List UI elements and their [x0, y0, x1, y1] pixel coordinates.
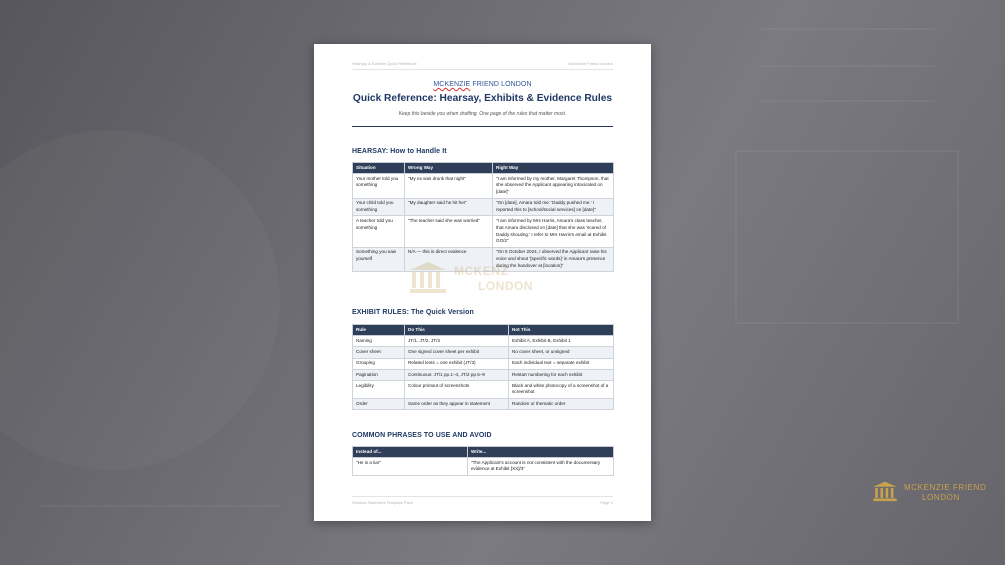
background-shape [735, 150, 959, 324]
table-cell: Exhibit A, Exhibit B, Exhibit 1 [509, 336, 614, 347]
table-cell: Black and white photocopy of a screenshot of a screenshot [509, 381, 614, 399]
table-row [353, 198, 614, 216]
table-cell: Cover sheet [353, 347, 405, 358]
background-line [760, 28, 935, 30]
table-cell: JT/1, JT/2, JT/3 [405, 336, 509, 347]
background-shape [0, 130, 280, 470]
table-cell: Legibility [353, 381, 405, 399]
table-cell: Continuous: JT/1 pp.1–4, JT/2 pp.5–9 [405, 369, 509, 380]
table-row [353, 398, 614, 409]
table-row [353, 381, 614, 399]
table-cell: Pagination [353, 369, 405, 380]
watermark-text: LONDON [478, 279, 533, 293]
table-header-row [353, 163, 614, 174]
table-cell: "On 5 October 2024, I observed the Applicant raise his voice and shout '[specific words]' in Amara's presence during the handover at [location]" [493, 247, 614, 272]
page-header [352, 61, 613, 70]
table-cell: "I am informed by Mrs Harris, Amara's class teacher, that Amara disclosed on [date] that she was 'scared of Daddy shouting.' I refer to Mrs Harris's email at Exhibit GO/2" [493, 216, 614, 247]
hearsay-heading: HEARSAY: How to Handle It [352, 148, 447, 155]
page-number: Page 1 [600, 500, 613, 505]
table-row [353, 347, 614, 358]
table-cell: "He is a liar" [353, 458, 468, 476]
header-right-text: McKenzie Friend London [568, 61, 613, 66]
corner-logo [872, 478, 992, 506]
table-cell: Colour printout of screenshots [405, 381, 509, 399]
table-cell: "My ex was drunk that night" [405, 174, 493, 199]
column-header: Wrong Way [405, 163, 493, 174]
column-header: Rule [353, 325, 405, 336]
corner-logo-text: LONDON [922, 493, 960, 502]
watermark-logo [408, 260, 558, 300]
document-title: Quick Reference: Hearsay, Exhibits & Evidence Rules [352, 93, 613, 104]
exhibits-heading: EXHIBIT RULES: The Quick Version [352, 309, 474, 316]
table-cell: Your mother told you something [353, 174, 405, 199]
phrases-heading: COMMON PHRASES TO USE AND AVOID [352, 432, 492, 439]
courthouse-icon [408, 260, 448, 296]
table-row [353, 358, 614, 369]
brand-name-part2: FRIEND LONDON [470, 81, 532, 88]
header-left-text: Hearsay & Exhibits Quick Reference [352, 61, 417, 66]
watermark-text: MCKENZ [454, 264, 509, 278]
table-cell: Order [353, 398, 405, 409]
column-header: Right Way [493, 163, 614, 174]
table-cell: Restart numbering for each exhibit [509, 369, 614, 380]
courthouse-icon [872, 480, 898, 504]
table-cell: N/A — this is direct evidence [405, 247, 493, 272]
corner-logo-text: MCKENZIE FRIEND [904, 483, 987, 492]
table-cell: Each individual text = separate exhibit [509, 358, 614, 369]
table-cell: Random or thematic order [509, 398, 614, 409]
background-line [40, 505, 280, 507]
hearsay-table [352, 162, 614, 272]
document-subtitle: Keep this beside you when drafting. One page of the rules that matter most. [398, 111, 567, 117]
column-header: Write... [468, 447, 614, 458]
document-page [314, 44, 651, 521]
background-line [760, 100, 935, 102]
table-row [353, 336, 614, 347]
table-cell: Something you saw yourself [353, 247, 405, 272]
table-row [353, 174, 614, 199]
exhibits-table [352, 324, 614, 410]
table-cell: Naming [353, 336, 405, 347]
table-header-row [353, 447, 614, 458]
table-row [353, 216, 614, 247]
column-header: Not This [509, 325, 614, 336]
table-cell: One signed cover sheet per exhibit [405, 347, 509, 358]
table-cell: Your child told you something [353, 198, 405, 216]
table-row [353, 458, 614, 476]
footer-left-text: Witness Statement Template Pack [352, 500, 413, 505]
brand-name-part1: MCKENZIE [433, 81, 471, 88]
column-header: Do This [405, 325, 509, 336]
table-cell: "I am informed by my mother, Margaret Thompson, that she observed the Applicant appearing intoxicated on [date]" [493, 174, 614, 199]
title-divider [352, 126, 613, 127]
column-header: Situation [353, 163, 405, 174]
phrases-table [352, 446, 614, 476]
brand-name [314, 81, 651, 88]
table-row [353, 369, 614, 380]
table-header-row [353, 325, 614, 336]
table-cell: Same order as they appear in statement [405, 398, 509, 409]
table-cell: "The Applicant's account is not consistent with the documentary evidence at Exhibit [XX]/3" [468, 458, 614, 476]
table-cell: "On [date], Amara told me: 'Daddy pushed me.' I reported this to [school/social services] on [date]" [493, 198, 614, 216]
table-cell: "My daughter said he hit her" [405, 198, 493, 216]
table-cell: "The teacher said she was worried" [405, 216, 493, 247]
background-line [760, 65, 935, 67]
table-cell: Related texts = one exhibit (JT/3) [405, 358, 509, 369]
table-cell: Grouping [353, 358, 405, 369]
table-cell: No cover sheet, or unsigned [509, 347, 614, 358]
page-footer [352, 496, 613, 505]
column-header: Instead of... [353, 447, 468, 458]
table-cell: A teacher told you something [353, 216, 405, 247]
